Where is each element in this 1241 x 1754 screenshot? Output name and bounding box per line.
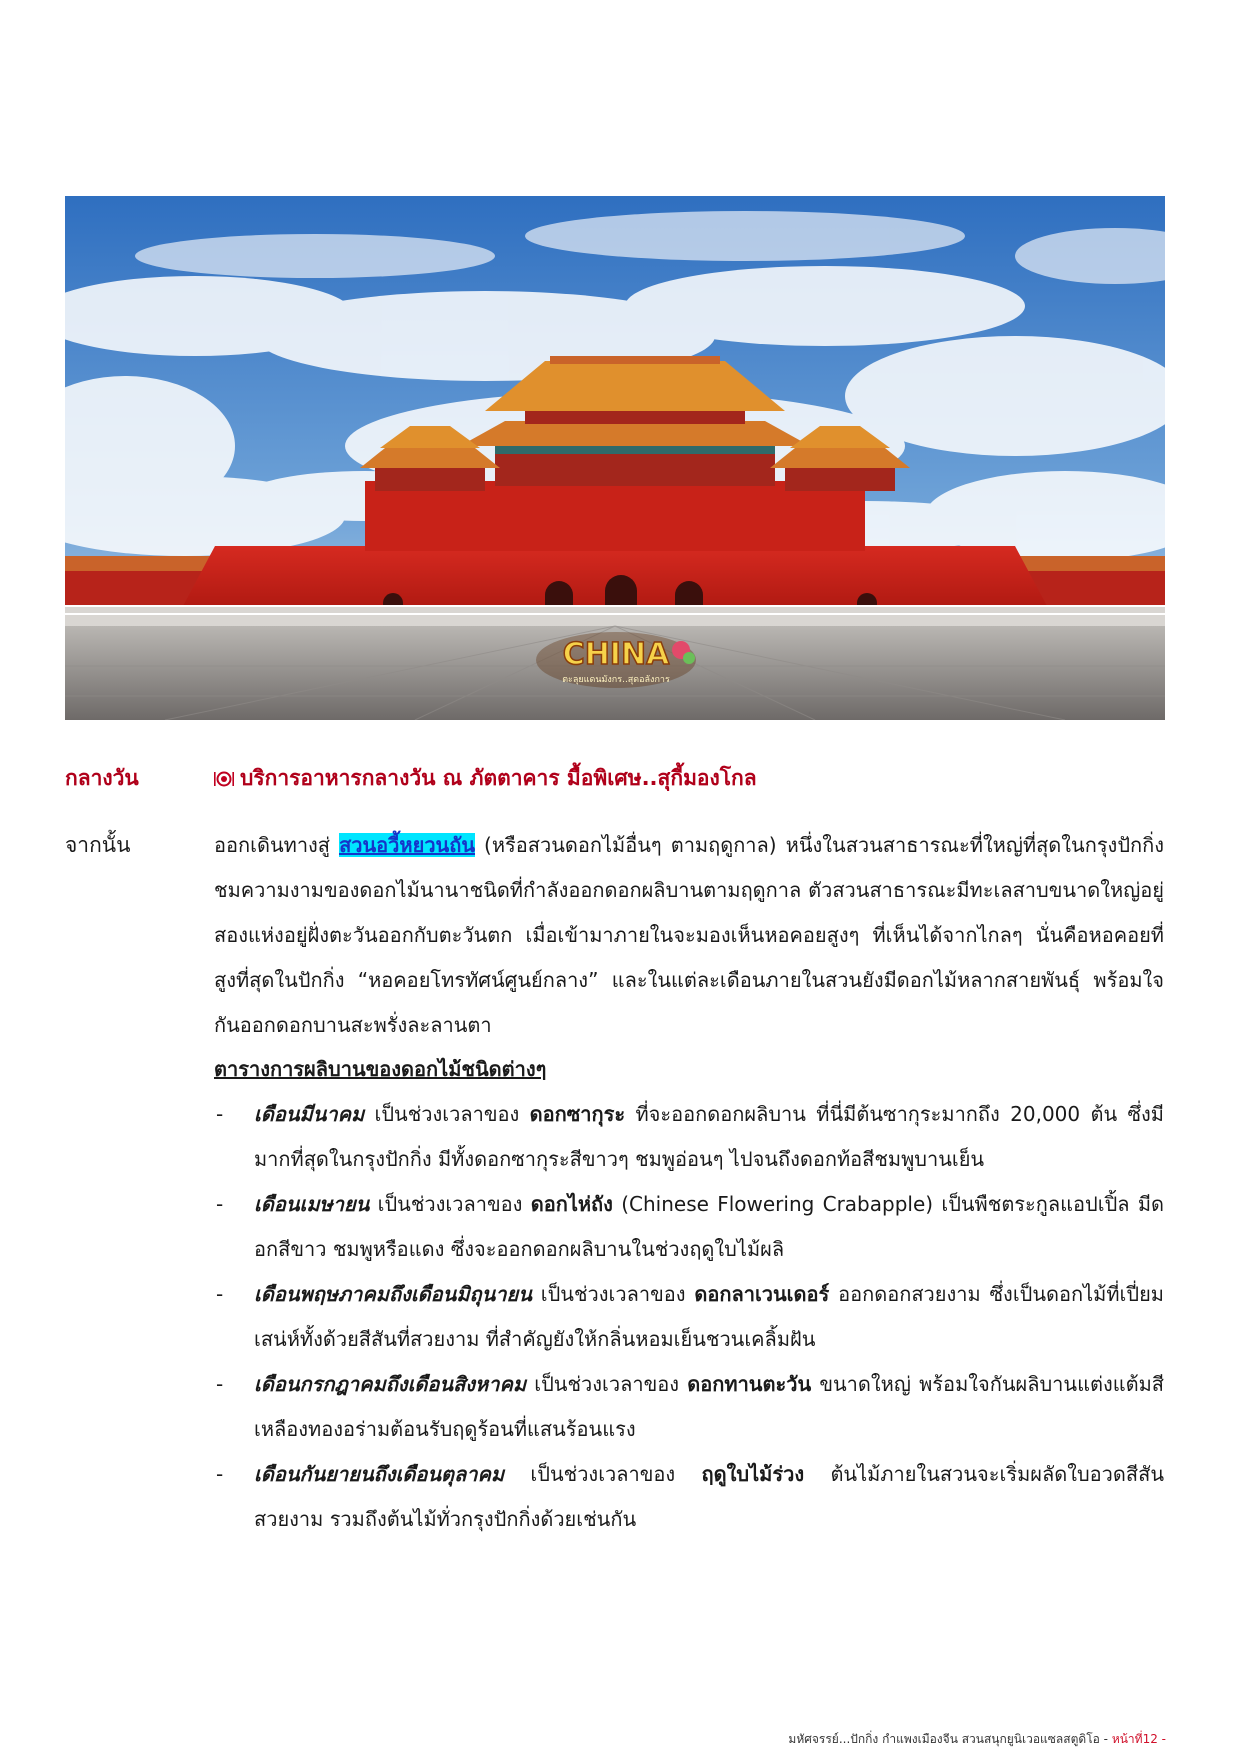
afternoon-text-before: ออกเดินทางสู่ (214, 833, 340, 857)
footer-tail: - (1157, 1732, 1166, 1746)
item-description: ขนาดใหญ่ พร้อมใจกันผลิบานแต่งแต้มสีเหลืองทองอร่ามต้อนรับฤดูร้อนที่แสนร้อนแรง (254, 1372, 1164, 1441)
logo-title: CHINA (562, 637, 670, 672)
bullet-dash: - (216, 1282, 224, 1306)
list-item (214, 1092, 1164, 1182)
lunch-line (214, 756, 757, 801)
month-label: เดือนพฤษภาคมถึงเดือนมิถุนายน (254, 1282, 532, 1306)
afternoon-text-after: (หรือสวนดอกไม้อื่นๆ ตามฤดูกาล) หนึ่งในสวนสาธารณะที่ใหญ่ที่สุดในกรุงปักกิ่ง ชมความงามของดอกไม้นานาชนิดที่กำลังออกดอกผลิบานตามฤดูกาล ตัวสวนสาธารณะมีทะเลสาบขนาดใหญ่อยู่สองแห่งอยู่ฝั่งตะวันออกกับตะวันตก เมื่อเข้ามาภายในจะมองเห็นหอคอยสูงๆ ที่เห็นได้จากไกลๆ นั่นคือหอคอยที่สูงที่สุดในปักกิ่ง “หอคอยโทรทัศน์ศูนย์กลาง” และในแต่ละเดือนภายในสวนยังมีดอกไม้หลากสายพันธุ์ พร้อมใจกันออกดอกบานสะพรั่งละลานตา (214, 833, 1165, 1037)
logo-caption: ตะลุยแดนมังกร..สุดอลังการ (562, 675, 670, 685)
month-label: เดือนเมษายน (254, 1192, 370, 1216)
meal-icon (214, 756, 234, 801)
china-logo (531, 628, 701, 690)
bullet-dash: - (216, 1102, 224, 1126)
month-label: เดือนมีนาคม (254, 1102, 365, 1126)
hero-photo (65, 196, 1165, 720)
month-label: เดือนกรกฎาคมถึงเดือนสิงหาคม (254, 1372, 527, 1396)
bloom-schedule-list (214, 1092, 1164, 1542)
page-number: หน้าที่12 (1111, 1732, 1158, 1746)
item-connector: เป็นช่วงเวลาของ (526, 1372, 688, 1396)
page-footer (788, 1730, 1166, 1749)
lunch-description: บริการอาหารกลางวัน ณ ภัตตาคาร มื้อพิเศษ..สุกี้มองโกล (240, 766, 757, 790)
schedule-title: ตารางการผลิบานของดอกไม้ชนิดต่างๆ (214, 1057, 547, 1081)
flower-name: ดอกไห่ถัง (530, 1192, 613, 1216)
list-item (214, 1362, 1164, 1452)
item-connector: เป็นช่วงเวลาของ (369, 1192, 531, 1216)
flower-name: ดอกทานตะวัน (687, 1372, 812, 1396)
item-connector: เป็นช่วงเวลาของ (504, 1462, 702, 1486)
afternoon-label: จากนั้น (65, 833, 131, 857)
flower-name: ดอกซากุระ (529, 1102, 626, 1126)
bullet-dash: - (216, 1192, 224, 1216)
item-description: ออกดอกสวยงาม ซึ่งเป็นดอกไม้ที่เปี่ยมเสน่ห์ทั้งด้วยสีสันที่สวยงาม ที่สำคัญยังให้กลิ่นหอมเย็นชวนเคลิ้มฝัน (254, 1282, 1164, 1351)
item-connector: เป็นช่วงเวลาของ (531, 1282, 695, 1306)
item-description: (Chinese Flowering Crabapple) เป็นพืชตระกูลแอปเปิ้ล มีดอกสีขาว ชมพูหรือแดง ซึ่งจะออกดอกผลิบานในช่วงฤดูใบไม้ผลิ (254, 1192, 1164, 1261)
list-item (214, 1272, 1164, 1362)
bullet-dash: - (216, 1372, 224, 1396)
item-description: ต้นไม้ภายในสวนจะเริ่มผลัดใบอวดสีสันสวยงาม รวมถึงต้นไม้ทั่วกรุงปักกิ่งด้วยเช่นกัน (254, 1462, 1164, 1531)
flower-name: ฤดูใบไม้ร่วง (701, 1462, 805, 1486)
list-item (214, 1452, 1164, 1542)
item-connector: เป็นช่วงเวลาของ (364, 1102, 530, 1126)
place-highlight: สวนอวี้หยวนถัน (339, 833, 475, 857)
item-description: ที่จะออกดอกผลิบาน ที่นี่มีต้นซากุระมากถึง 20,000 ต้น ซึ่งมีมากที่สุดในกรุงปักกิ่ง มีทั้งดอกซากุระสีขาวๆ ชมพูอ่อนๆ ไปจนถึงดอกท้อสีชมพูบานเย็น (254, 1102, 1164, 1171)
list-item (214, 1182, 1164, 1272)
afternoon-paragraph (214, 823, 1164, 1048)
flower-name: ดอกลาเวนเดอร์ (694, 1282, 830, 1306)
footer-text: มหัศจรรย์...ปักกิ่ง กำแพงเมืองจีน สวนสนุกยูนิเวอแซลสตูดิโอ - (788, 1732, 1112, 1746)
month-label: เดือนกันยายนถึงเดือนตุลาคม (254, 1462, 505, 1486)
lunch-label: กลางวัน (65, 766, 139, 790)
bullet-dash: - (216, 1462, 224, 1486)
